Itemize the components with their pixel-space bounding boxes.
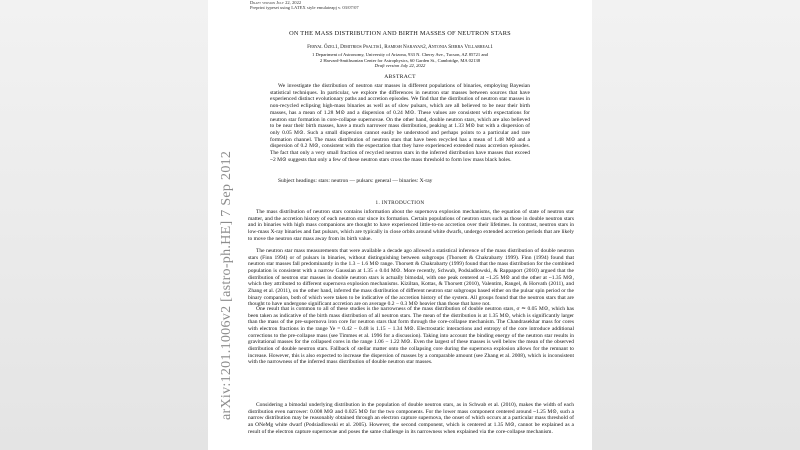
body-paragraph: The mass distribution of neutron stars contains information about the supernova explosion mechanisms, the equation of state of neutron star matter, and the accretion history of each neutron star since its formation. Certain populations of neutron stars such as those in double neutron stars and in binaries with high mass companions are thought to have experienced little-to-no accretion over their lifetimes. In contrast, neutron stars in low-mass X-ray binaries and fast pulsars, which are typically in close orbits around white dwarfs, undergo extended accretion periods that are likely to move the neutron star mass away from its birth value. [248, 209, 574, 242]
paper-authors: Feryal Özel1, Dimitrios Psaltis1, Ramesh Narayan2, Antonia Sierra Villarreal1 [307, 44, 493, 50]
subject-headings: Subject headings: stars: neutron — pulsars: general — binaries: X-ray [278, 178, 433, 184]
body-paragraph: Considering a bimodal underlying distribution in the population of double neutron stars, as in Schwab et al. (2010), makes the width of each distribution even narrower: 0.008 M⊙ and 0.025 M⊙ for the two components. For the lower mass component centered around ~1.25 M⊙, such a narrow distribution may be reasonably obtained through an electron capture supernova, the onset of which occurs at a particular mass threshold of an ONeMg white dwarf (Podsiadlowski et al. 2005). However, the second component, which is centered at 1.35 M⊙, cannot be explained as a result of the electron capture supernovae and poses the same challenge in its narrowness when explained via the core-collapse mechanism. [248, 402, 574, 435]
draft-header [250, 0, 359, 11]
affiliation-2: 2 Harvard-Smithsonian Center for Astrophysics, 60 Garden St., Cambridge, MA 02138 [319, 57, 481, 63]
paper-title: ON THE MASS DISTRIBUTION AND BIRTH MASSES OF NEUTRON STARS [289, 30, 511, 37]
body-paragraph: One result that is common to all of these studies is the narrowness of the mass distribution of double neutron stars, σ ≃ 0.05 M⊙, which has been taken as indicative of the birth mass distribution of all neutron stars. The mean of the distribution is at 1.35 M⊙, which is significantly larger than the mass of the pre-supernova iron core for neutron stars that form through the core-collapse mechanism. The Chandrasekhar mass for cores with electron fractions in the range Ye = 0.42 − 0.48 is 1.15 − 1.34 M⊙. Electrostatic interactions and entropy of the core introduce additional corrections to the pre-collapse mass (see Timmes et al. 1996 for a discussion). Taking into account the binding energy of the neutron star results in gravitational masses for the collapsed cores in the range 1.06 − 1.22 M⊙. Even the largest of these masses is well below the mean of the observed distribution of double neutron stars. Fallback of stellar matter onto the collapsing core during the supernova explosion allows for the remnant to increase. However, this is also expected to increase the dispersion of masses by a comparable amount (see Zhang et al. 2008), which is inconsistent with the narrowness of the inferred mass distribution of double neutron star masses. [248, 306, 574, 366]
affiliation-1: 1 Department of Astronomy, University of Arizona, 933 N. Cherry Ave., Tucson, AZ 85721 and [312, 52, 488, 57]
abstract-heading: ABSTRACT [384, 74, 416, 80]
body-paragraph: The neutron star mass measurements that were available a decade ago allowed a statistical inference of the mass distribution of double neutron stars (Finn 1994) or of pulsars in binaries, without distinguishing between subgroups (Thorsett & Chakrabarty 1999). Finn (1994) found that neutron star masses fall predominantly in the 1.3 − 1.6 M⊙ range. Thorsett & Chakrabarty (1999) found that the mass distribution for the combined population is consistent with a narrow Gaussian at 1.35 ± 0.04 M⊙. More recently, Schwab, Podsiadlowski, & Rappaport (2010) argued that the distribution of neutron star masses in double neutron stars is actually bimodal, with one peak centered at ~1.25 M⊙ and the other at ~1.35 M⊙, which they attributed to different supernova explosion mechanisms. Kiziltan, Kottas, & Thorsett (2010), Valentim, Rangel, & Horvath (2011), and Zhang et al. (2011), on the other hand, inferred the mass distribution of different neutron star subgroups based either on the pulsar spin period or the binary companion, both of which were taken to be indicative of the accretion history of the system. All groups found that the neutron stars that are thought to have undergone significant accretion are on average 0.2 − 0.3 M⊙ heavier than those that have not. [248, 248, 574, 308]
affiliations [0, 52, 800, 63]
draft-date: Draft version July 22, 2022 [374, 63, 426, 68]
section-heading-introduction: 1. INTRODUCTION [375, 200, 425, 206]
abstract-text: We investigate the distribution of neutron star masses in different populations of binaries, employing Bayesian statistical techniques. In particular, we explore the differences in neutron star masses between sources that have experienced distinct evolutionary paths and accretion episodes. We find that the distribution of neutron star masses in non-recycled eclipsing high-mass binaries as well as of slow pulsars, which are all believed to be near their birth masses, has a mean of 1.28 M⊙ and a dispersion of 0.24 M⊙. These values are consistent with expectations for neutron star formation in core-collapse supernovae. On the other hand, double neutron stars, which are also believed to be near their birth masses, have a much narrower mass distribution, peaking at 1.33 M⊙ but with a dispersion of only 0.05 M⊙. Such a small dispersion cannot easily be understood and perhaps points to a particular and rare formation channel. The mass distribution of neutron stars that have been recycled has a mean of 1.48 M⊙ and a dispersion of 0.2 M⊙, consistent with the expectation that they have experienced extended mass accretion episodes. The fact that only a very small fraction of recycled neutron stars in the inferred distribution have masses that exceed ~2 M⊙ suggests that only a few of these neutron stars cross the mass threshold to form low mass black holes. [270, 83, 530, 163]
preprint-note: Preprint typeset using LATEX style emulateapj v. 03/07/07 [250, 5, 359, 11]
draft-label: Draft version July 22, 2022 [250, 0, 302, 5]
arxiv-identifier: arXiv:1201.1006v2 [astro-ph.HE] 7 Sep 2012 [219, 150, 234, 420]
